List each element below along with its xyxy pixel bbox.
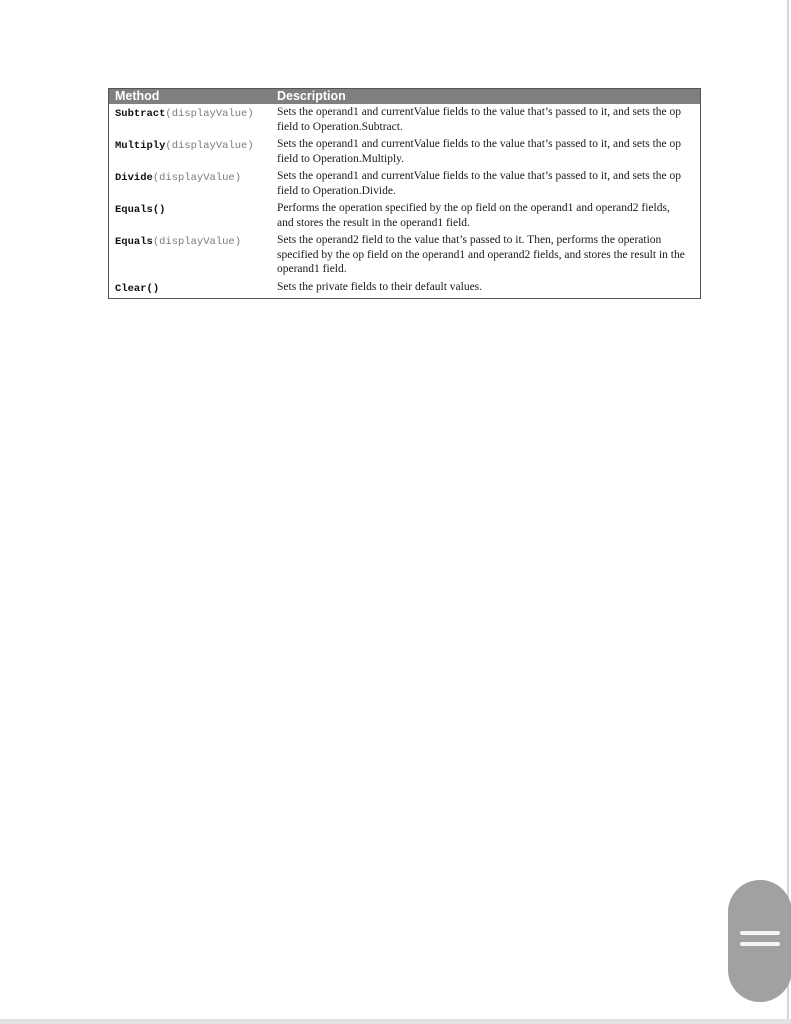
method-name: Divide [115,172,153,184]
method-cell [109,168,274,200]
method-cell [109,136,274,168]
menu-button[interactable] [728,880,791,1002]
method-params: () [152,204,166,216]
method-params: (displayValue) [152,172,242,184]
method-name: Clear [115,282,147,295]
method-column-header: Method [109,89,274,105]
description-cell: Sets the private fields to their default values. [277,280,483,293]
table-row [109,104,701,136]
method-name: Equals [115,204,153,216]
method-name: Equals [115,236,153,248]
table-row [109,232,701,279]
method-cell [109,232,274,279]
methods-table [108,88,701,299]
table-row [109,136,701,168]
description-cell: Sets the operand1 and currentValue fields to the value that’s passed to it, and sets the op field to Operation.Subtract. [277,106,681,133]
description-cell: Sets the operand1 and currentValue fields to the value that’s passed to it, and sets the op field to Operation.Multiply. [277,138,681,165]
method-name: Subtract [115,108,166,120]
description-column-header: Description [273,89,701,105]
method-params: (displayValue) [165,108,254,120]
method-cell [109,104,274,136]
table-row [109,168,701,200]
method-name: Multiply [115,140,166,152]
method-cell [109,200,274,232]
description-cell: Sets the operand1 and currentValue fields to the value that’s passed to it, and sets the op field to Operation.Divide. [277,170,681,197]
page-bottom-border [0,1019,791,1024]
method-params: (displayValue) [165,140,254,152]
table-row [109,200,701,232]
description-cell: Performs the operation specified by the op field on the operand1 and operand2 fields, and stores the result in the operand1 field. [277,202,670,229]
table-header-row [109,89,701,105]
method-params: (displayValue) [152,236,242,248]
method-cell [109,279,274,299]
description-cell: Sets the operand2 field to the value that’s passed to it. Then, performs the operation specified by the op field on the operand1 and operand2 fields, and stores the result in the operand1 field. [277,234,685,275]
method-params: () [146,282,160,295]
table-row [109,279,701,299]
